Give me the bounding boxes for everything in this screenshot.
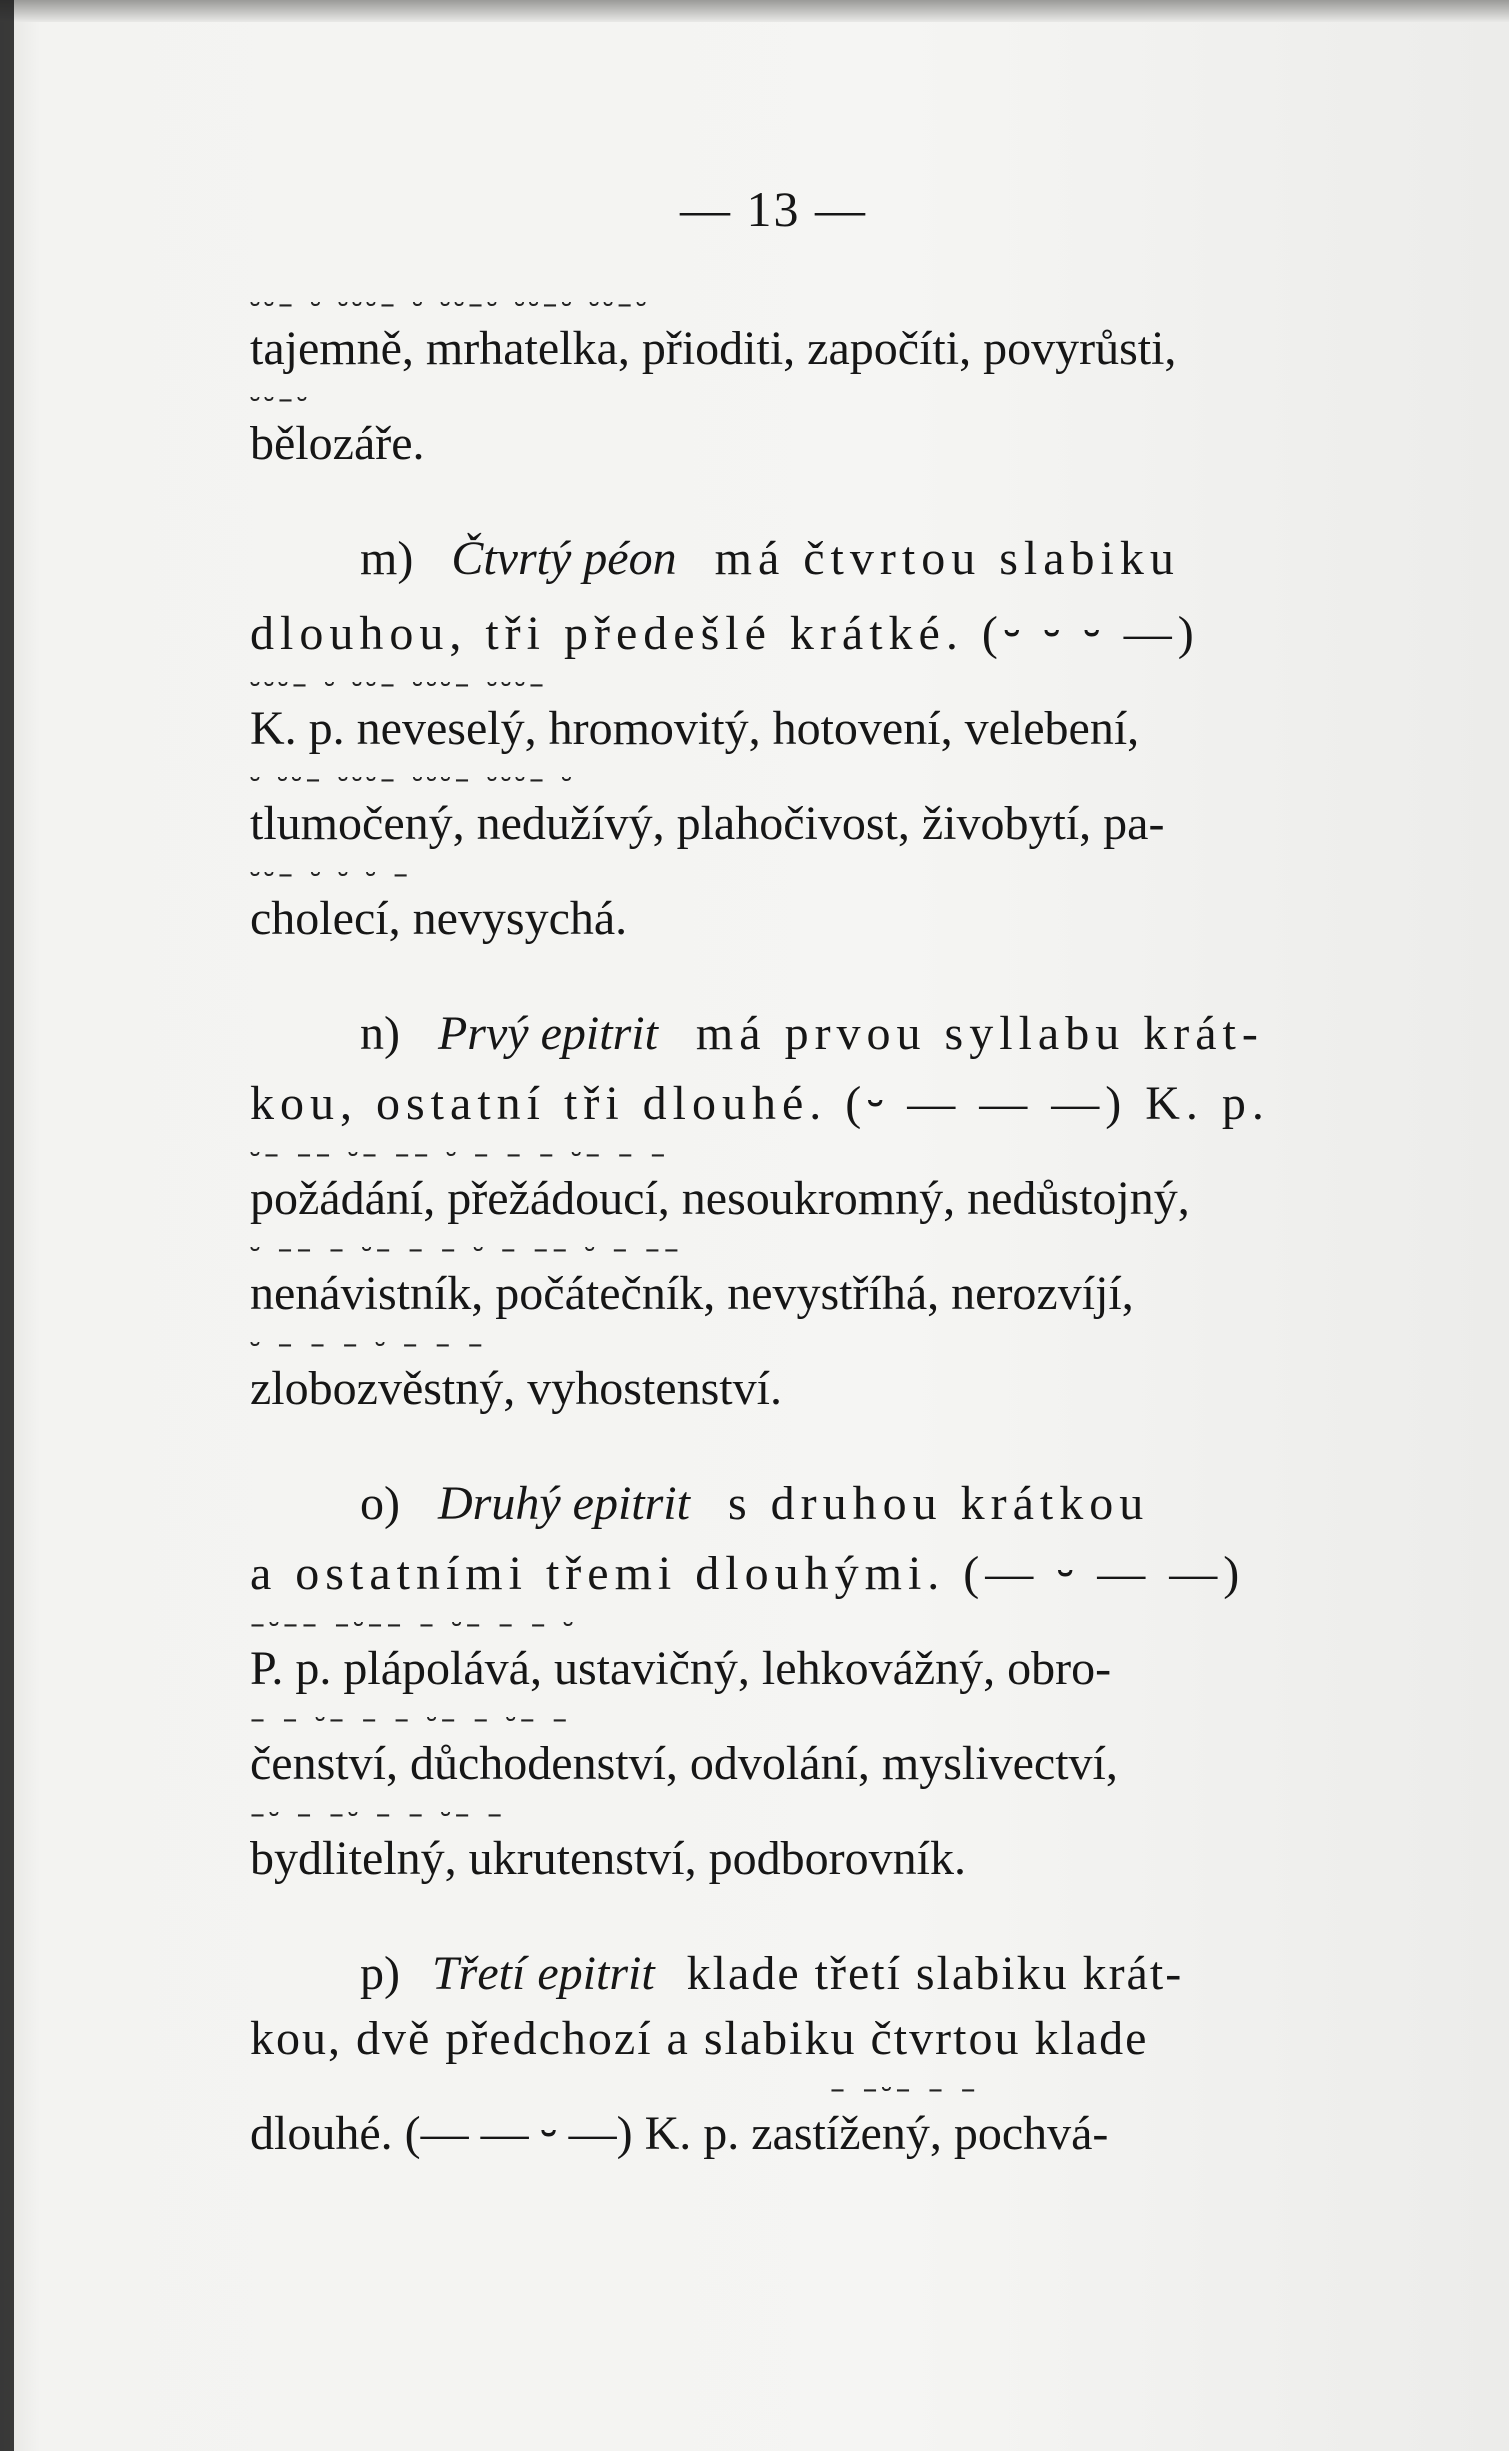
text-line: zlobozvěstný, vyhostenství. <box>250 1362 782 1415</box>
paragraph-label: m) <box>360 532 414 585</box>
meter-marks: ⏑⏑– ⏑ ⏑ ⏑ – <box>250 857 413 892</box>
text-line: cholecí, nevysychá. <box>250 892 628 945</box>
meter-marks: –⏑–– –⏑–– – ⏑– – – ⏑ <box>250 1607 578 1642</box>
paragraph-heading-n <box>250 1007 1310 1060</box>
page-number: — 13 — <box>680 181 867 237</box>
meter-marks: ⏑ ⏑⏑– ⏑⏑⏑– ⏑⏑⏑– ⏑⏑⏑– ⏑ <box>250 762 576 797</box>
meter-marks: – –⏑– – – <box>830 2072 980 2107</box>
text-line: tlumočený, nedužívý, plahočivost, živobytí, pa- <box>250 797 1165 850</box>
text-line: má prvou syllabu krát- <box>695 1007 1264 1060</box>
meter-marks: ⏑– –– ⏑– –– ⏑ – – – ⏑– – – <box>250 1137 670 1172</box>
text-line: s druhou krátkou <box>727 1477 1150 1530</box>
text-line: bydlitelný, ukrutenství, podborovník. <box>250 1832 966 1885</box>
paragraph-heading-p <box>250 1947 1310 2000</box>
text-line: tajemně, mrhatelka, přioditi, započíti, povyrůsti, <box>250 322 1177 375</box>
text-line: má čtvrtou slabiku <box>714 532 1180 585</box>
text-line: klade třetí slabiku krát- <box>686 1947 1184 2000</box>
paragraph-label: n) <box>360 1007 400 1060</box>
text-line: nenávistník, počátečník, nevystříhá, nerozvíjí, <box>250 1267 1134 1320</box>
text-line: dlouhou, tři předešlé krátké. (⏑ ⏑ ⏑ —) <box>250 607 1200 660</box>
paragraph-heading-o <box>250 1477 1310 1530</box>
text-line: bělozáře. <box>250 417 425 470</box>
text-line: P. p. plápolává, ustavičný, lehkovážný, obro- <box>250 1642 1112 1695</box>
paragraph-heading-m <box>250 532 1310 585</box>
meter-marks: ⏑⏑– ⏑ ⏑⏑⏑– ⏑ ⏑⏑–⏑ ⏑⏑–⏑ ⏑⏑–⏑ <box>250 287 651 322</box>
text-line: čenství, důchodenství, odvolání, myslivectví, <box>250 1737 1118 1790</box>
text-line: a ostatními třemi dlouhými. (— ⏑ — —) <box>250 1547 1246 1600</box>
meter-marks: – – ⏑– – – ⏑– – ⏑– – <box>250 1702 572 1737</box>
text-line: dlouhé. (— — ⏑ —) K. p. zastížený, pochvá- <box>250 2107 1109 2160</box>
meter-marks: ⏑⏑⏑– ⏑ ⏑⏑– ⏑⏑⏑– ⏑⏑⏑– <box>250 667 549 702</box>
prosody-term: Třetí epitrit <box>431 1947 655 2000</box>
prosody-term: Prvý epitrit <box>437 1007 658 1060</box>
text-line: kou, dvě předchozí a slabiku čtvrtou klade <box>250 2012 1149 2065</box>
paragraph-label: o) <box>360 1477 400 1530</box>
text-line: požádání, přežádoucí, nesoukromný, nedůstojný, <box>250 1172 1190 1225</box>
meter-marks: ⏑⏑–⏑ <box>250 382 311 417</box>
paragraph-label: p) <box>360 1947 400 2000</box>
meter-marks: ⏑ – – – ⏑ – – – <box>250 1327 487 1362</box>
prosody-term: Druhý epitrit <box>437 1477 690 1530</box>
page-top-shadow <box>0 0 1509 22</box>
meter-marks: ⏑ –– – ⏑– – – ⏑ – –– ⏑ – –– <box>250 1232 683 1267</box>
text-line: K. p. neveselý, hromovitý, hotovení, velebení, <box>250 702 1140 755</box>
page-binding-edge <box>0 0 14 2451</box>
text-line: kou, ostatní tři dlouhé. (⏑ — — —) K. p. <box>250 1077 1270 1130</box>
prosody-term: Čtvrtý péon <box>451 532 677 585</box>
meter-marks: –⏑ – –⏑ – – ⏑– – <box>250 1797 507 1832</box>
